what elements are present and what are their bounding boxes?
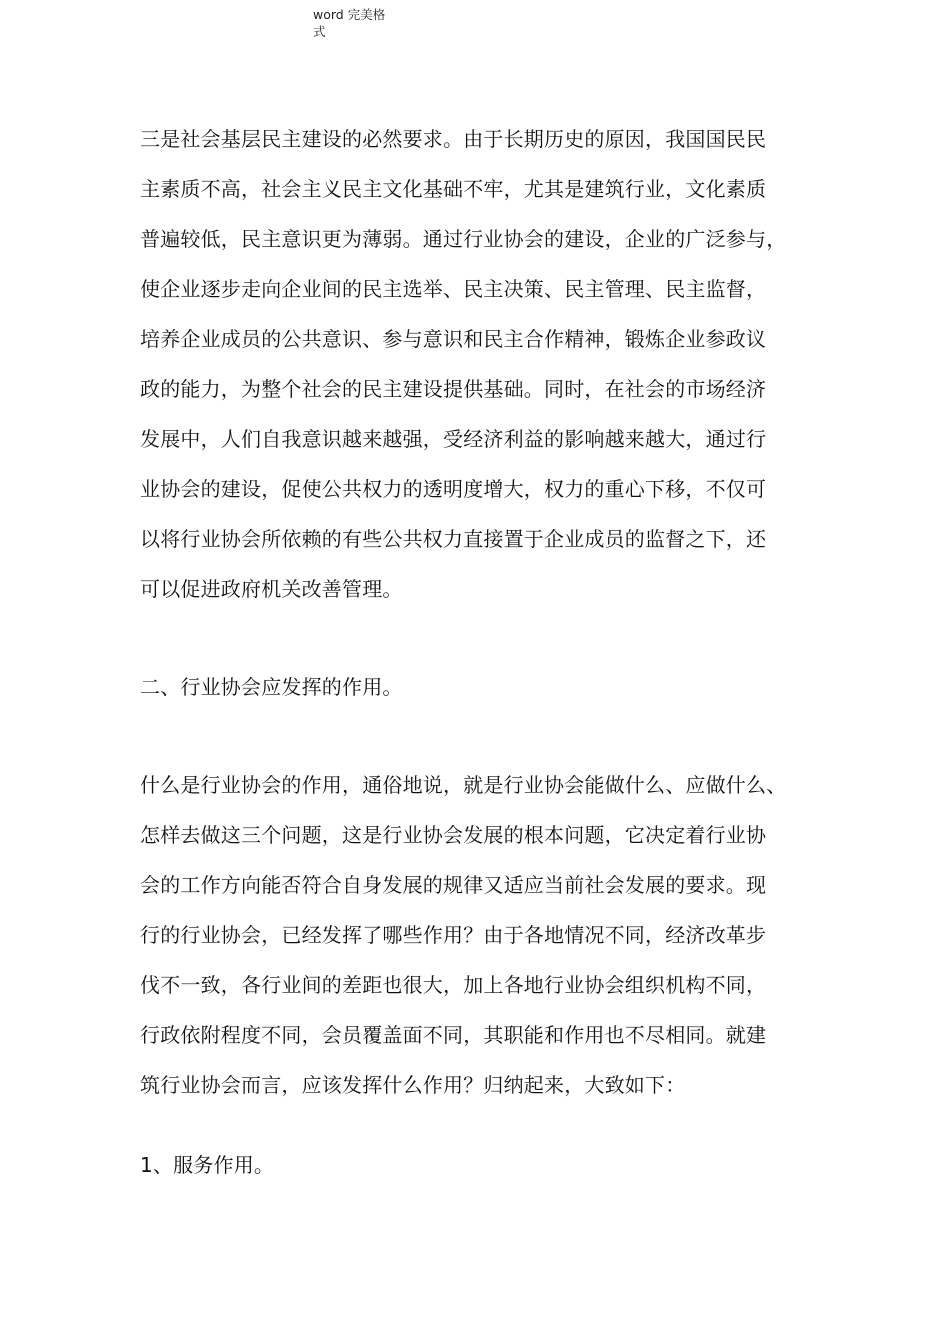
text-line: 政的能力，为整个社会的民主建设提供基础。同时，在社会的市场经济	[140, 377, 767, 401]
text-line: 以将行业协会所依赖的有些公共权力直接置于企业成员的监督之下，还	[140, 527, 767, 551]
text-line: 什么是行业协会的作用，通俗地说，就是行业协会能做什么、应做什么、	[140, 773, 787, 797]
text-line: 使企业逐步走向企业间的民主选举、民主决策、民主管理、民主监督，	[140, 277, 767, 301]
text-line: 三是社会基层民主建设的必然要求。由于长期历史的原因，我国国民民	[140, 127, 767, 151]
text-line: 培养企业成员的公共意识、参与意识和民主合作精神，锻炼企业参政议	[140, 327, 767, 351]
text-line: 行政依附程度不同，会员覆盖面不同，其职能和作用也不尽相同。就建	[140, 1023, 767, 1047]
text-line: 行的行业协会，已经发挥了哪些作用？由于各地情况不同，经济改革步	[140, 923, 767, 947]
text-line: 可以促进政府机关改善管理。	[140, 577, 403, 601]
text-line: 发展中，人们自我意识越来越强，受经济利益的影响越来越大，通过行	[140, 427, 767, 451]
item-heading-text: 1、服务作用。	[140, 1153, 275, 1177]
page-header	[313, 6, 393, 40]
section-heading	[140, 662, 830, 712]
text-line: 筑行业协会而言，应该发挥什么作用？归纳起来，大致如下：	[140, 1073, 686, 1097]
text-line: 业协会的建设，促使公共权力的透明度增大，权力的重心下移，不仅可	[140, 477, 767, 501]
text-line: 会的工作方向能否符合自身发展的规律又适应当前社会发展的要求。现	[140, 873, 767, 897]
text-line: 普遍较低，民主意识更为薄弱。通过行业协会的建设，企业的广泛参与，	[140, 227, 787, 251]
text-line: 伐不一致，各行业间的差距也很大，加上各地行业协会组织机构不同，	[140, 973, 767, 997]
section-heading-text: 二、行业协会应发挥的作用。	[140, 675, 403, 699]
header-text-line2: 式	[313, 24, 326, 39]
text-line: 主素质不高，社会主义民主文化基础不牢，尤其是建筑行业，文化素质	[140, 177, 767, 201]
document-body	[140, 114, 830, 1190]
paragraph-democracy	[140, 114, 830, 614]
header-text-line1: word 完美格	[313, 7, 386, 22]
text-line: 怎样去做这三个问题，这是行业协会发展的根本问题，它决定着行业协	[140, 823, 767, 847]
item-heading	[140, 1140, 830, 1190]
paragraph-role	[140, 760, 830, 1110]
